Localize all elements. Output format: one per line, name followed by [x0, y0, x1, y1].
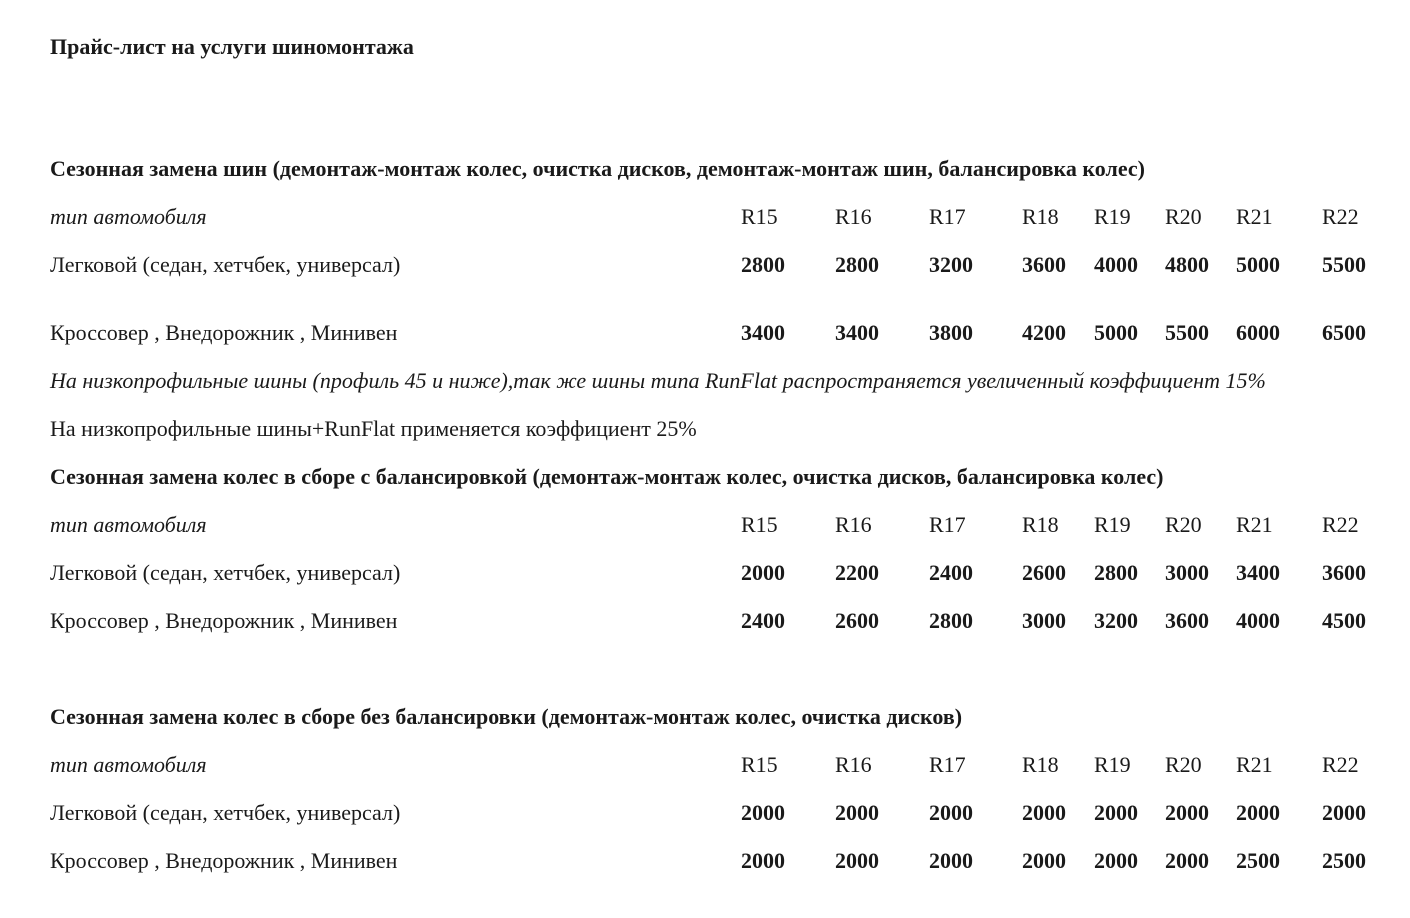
size-header: R16	[835, 204, 872, 229]
price-row	[0, 800, 1410, 826]
price-cell: 2000	[1322, 800, 1366, 825]
lowprofile-note: На низкопрофильные шины (профиль 45 и ниже),так же шины типа RunFlat распространяется увеличенный коэффициент 15%	[50, 368, 1266, 393]
price-cell: 2000	[835, 800, 879, 825]
size-header: R22	[1322, 512, 1359, 537]
price-cell: 4500	[1322, 608, 1366, 633]
size-header: R19	[1094, 512, 1131, 537]
price-cell: 3800	[929, 320, 973, 345]
size-header: R16	[835, 752, 872, 777]
section-1-header-row	[0, 204, 1410, 230]
price-cell: 2000	[835, 848, 879, 873]
price-row	[0, 320, 1410, 346]
car-type-header: тип автомобиля	[50, 204, 207, 229]
size-header: R21	[1236, 752, 1273, 777]
price-cell: 5000	[1094, 320, 1138, 345]
size-header: R18	[1022, 204, 1059, 229]
price-cell: 2800	[741, 252, 785, 277]
size-header: R17	[929, 752, 966, 777]
section-1-heading: Сезонная замена шин (демонтаж-монтаж колес, очистка дисков, демонтаж-монтаж шин, балансировка колес)	[50, 156, 1145, 181]
section-3-heading: Сезонная замена колес в сборе без балансировки (демонтаж-монтаж колес, очистка дисков)	[50, 704, 963, 729]
car-type-label: Легковой (седан, хетчбек, универсал)	[50, 560, 401, 585]
size-header: R18	[1022, 512, 1059, 537]
price-cell: 2800	[835, 252, 879, 277]
car-type-label: Кроссовер , Внедорожник , Минивен	[50, 608, 398, 633]
size-header: R16	[835, 512, 872, 537]
size-header: R20	[1165, 204, 1202, 229]
size-header: R22	[1322, 204, 1359, 229]
price-cell: 4800	[1165, 252, 1209, 277]
price-cell: 2000	[1236, 800, 1280, 825]
price-cell: 2000	[929, 848, 973, 873]
price-cell: 6000	[1236, 320, 1280, 345]
price-cell: 4000	[1094, 252, 1138, 277]
size-header: R21	[1236, 512, 1273, 537]
price-cell: 3600	[1322, 560, 1366, 585]
page-title: Прайс-лист на услуги шиномонтажа	[50, 34, 414, 59]
price-cell: 6500	[1322, 320, 1366, 345]
section-2-heading: Сезонная замена колес в сборе с балансировкой (демонтаж-монтаж колес, очистка дисков, балансировка колес)	[50, 464, 1164, 489]
car-type-header: тип автомобиля	[50, 512, 207, 537]
price-cell: 2000	[741, 848, 785, 873]
price-cell: 2500	[1236, 848, 1280, 873]
price-cell: 3400	[835, 320, 879, 345]
size-header: R20	[1165, 752, 1202, 777]
price-cell: 3000	[1165, 560, 1209, 585]
size-header: R19	[1094, 204, 1131, 229]
price-row	[0, 608, 1410, 634]
price-cell: 5000	[1236, 252, 1280, 277]
section-3-header-row	[0, 752, 1410, 778]
price-cell: 5500	[1322, 252, 1366, 277]
size-header: R17	[929, 512, 966, 537]
size-header: R21	[1236, 204, 1273, 229]
price-cell: 2500	[1322, 848, 1366, 873]
price-cell: 2200	[835, 560, 879, 585]
price-row	[0, 848, 1410, 874]
price-cell: 4200	[1022, 320, 1066, 345]
size-header: R20	[1165, 512, 1202, 537]
car-type-header: тип автомобиля	[50, 752, 207, 777]
price-cell: 5500	[1165, 320, 1209, 345]
price-cell: 2000	[741, 560, 785, 585]
size-header: R19	[1094, 752, 1131, 777]
price-cell: 2800	[929, 608, 973, 633]
price-cell: 3600	[1022, 252, 1066, 277]
car-type-label: Кроссовер , Внедорожник , Минивен	[50, 320, 398, 345]
price-cell: 3600	[1165, 608, 1209, 633]
price-cell: 3400	[741, 320, 785, 345]
price-cell: 4000	[1236, 608, 1280, 633]
size-header: R15	[741, 752, 778, 777]
price-cell: 2400	[741, 608, 785, 633]
price-cell: 3200	[929, 252, 973, 277]
size-header: R15	[741, 512, 778, 537]
price-cell: 3000	[1022, 608, 1066, 633]
price-cell: 2800	[1094, 560, 1138, 585]
price-row	[0, 560, 1410, 586]
price-cell: 2400	[929, 560, 973, 585]
car-type-label: Легковой (седан, хетчбек, универсал)	[50, 252, 401, 277]
price-cell: 2000	[1094, 800, 1138, 825]
section-2-header-row	[0, 512, 1410, 538]
price-cell: 2000	[1022, 800, 1066, 825]
price-cell: 2600	[835, 608, 879, 633]
runflat-note: На низкопрофильные шины+RunFlat применяется коэффициент 25%	[50, 416, 697, 441]
size-header: R17	[929, 204, 966, 229]
size-header: R22	[1322, 752, 1359, 777]
price-cell: 2000	[1165, 800, 1209, 825]
price-cell: 2000	[1165, 848, 1209, 873]
price-cell: 3400	[1236, 560, 1280, 585]
price-row	[0, 252, 1410, 278]
size-header: R18	[1022, 752, 1059, 777]
price-cell: 2000	[1022, 848, 1066, 873]
price-cell: 2000	[1094, 848, 1138, 873]
price-cell: 2000	[929, 800, 973, 825]
car-type-label: Легковой (седан, хетчбек, универсал)	[50, 800, 401, 825]
car-type-label: Кроссовер , Внедорожник , Минивен	[50, 848, 398, 873]
size-header: R15	[741, 204, 778, 229]
price-cell: 2000	[741, 800, 785, 825]
price-cell: 3200	[1094, 608, 1138, 633]
price-cell: 2600	[1022, 560, 1066, 585]
